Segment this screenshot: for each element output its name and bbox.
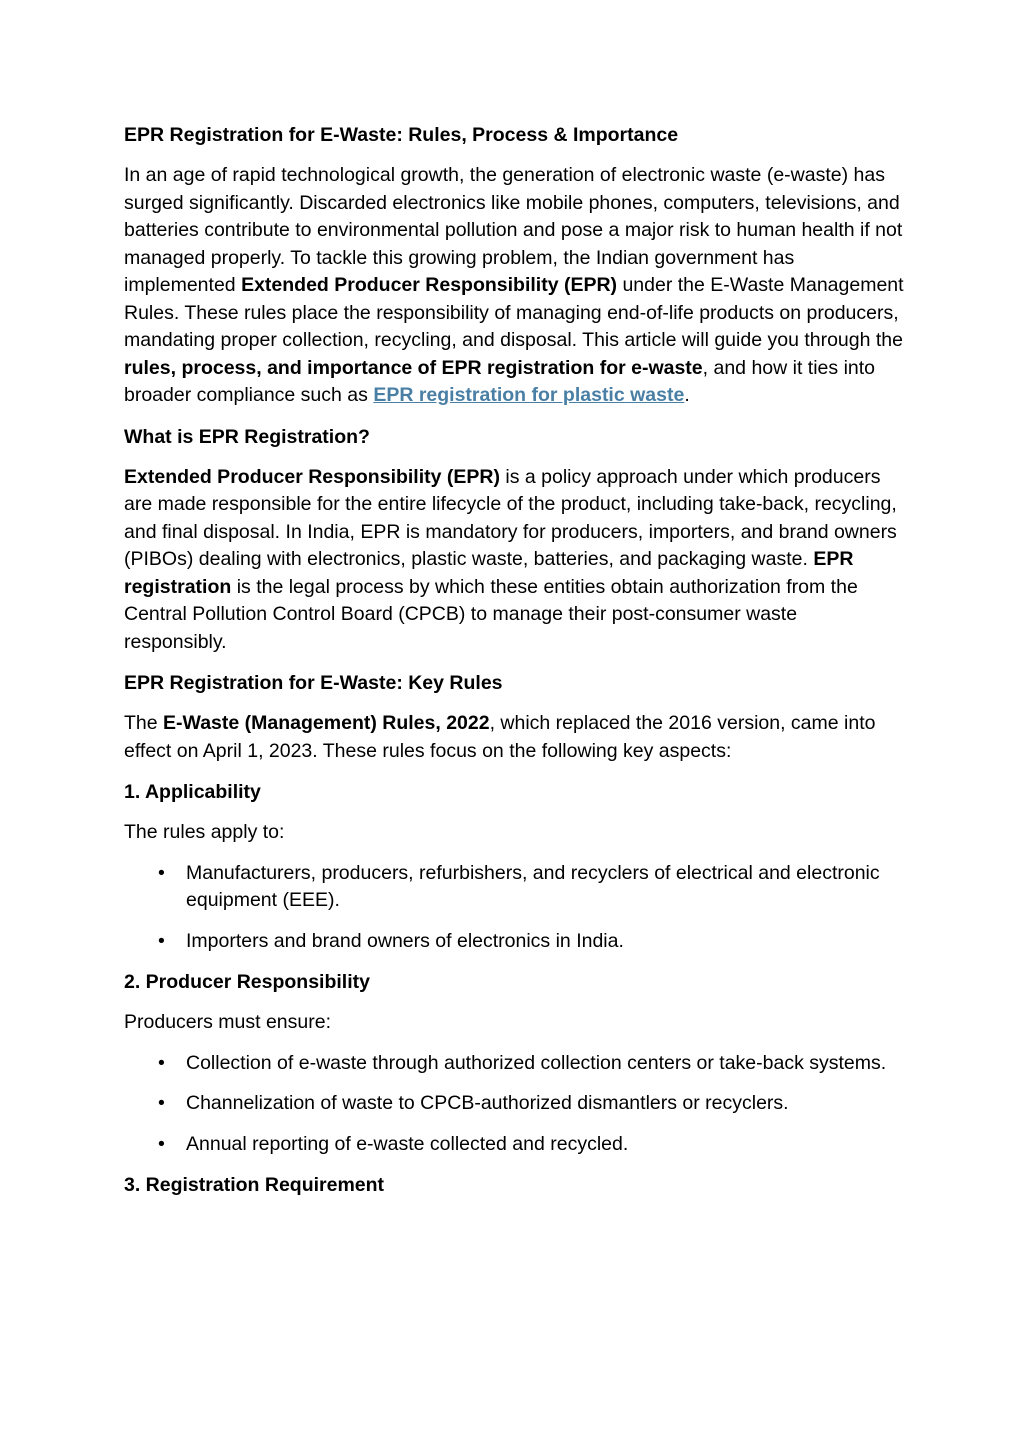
plastic-waste-link[interactable]: EPR registration for plastic waste [373, 384, 685, 406]
list-item: • Manufacturers, producers, refurbishers, and recyclers of electrical and electronic equipment (EEE). [158, 861, 880, 911]
rules-bold-act: E-Waste (Management) Rules, 2022 [163, 712, 490, 734]
rules-text-1: The [124, 712, 164, 734]
bullet-icon: • [158, 929, 165, 952]
document-title: EPR Registration for E-Waste: Rules, Process & Importance [124, 124, 679, 146]
intro-text-2: under the E-Waste Management Rules. These rules place the responsibility of managing end-of-life products on producers, mandating proper collection, recycling, and disposal. This article will guide you through the [124, 274, 904, 351]
applicability-heading: 1. Applicability [124, 781, 261, 803]
key-rules-paragraph [124, 710, 904, 765]
applicability-list [124, 860, 904, 956]
what-bold-registration: EPR registration [124, 548, 854, 598]
what-is-epr-heading: What is EPR Registration? [124, 425, 370, 448]
applicability-intro: The rules apply to: [124, 821, 285, 843]
what-bold-epr: Extended Producer Responsibility (EPR) [124, 465, 500, 488]
what-text-1: is a policy approach under which producers are made responsible for the entire lifecycle of the product, including take-back, recycling, and final disposal. In India, EPR is mandatory for producers, importers, and brand owners (PIBOs) dealing with electronics, plastic waste, batteries, and packaging waste. [124, 465, 897, 570]
key-rules-heading: EPR Registration for E-Waste: Key Rules [124, 672, 503, 694]
producer-list [124, 1050, 904, 1159]
bullet-icon: • [158, 861, 165, 884]
what-is-epr-paragraph [124, 464, 904, 657]
list-item: • Annual reporting of e-waste collected and recycled. [186, 1131, 904, 1159]
registration-requirement-heading: 3. Registration Requirement [124, 1174, 385, 1196]
what-text-2: is the legal process by which these entities obtain authorization from the Central Pollution Control Board (CPCB) to manage their post-consumer waste responsibly. [124, 575, 858, 653]
producer-responsibility-heading: 2. Producer Responsibility [124, 971, 370, 993]
intro-text-1: In an age of rapid technological growth, the generation of electronic waste (e-waste) has surged significantly. Discarded electronics like mobile phones, computers, televisions, and batteries contribute to environmental pollution and pose a major risk to human health if not managed properly. To tackle this growing problem, the Indian government has implemented [124, 164, 903, 296]
producer-intro: Producers must ensure: [124, 1011, 332, 1033]
bullet-icon: • [158, 1092, 165, 1114]
rules-text-2: , which replaced the 2016 version, came into effect on April 1, 2023. These rules focus on the following key aspects: [124, 712, 876, 762]
intro-bold-epr: Extended Producer Responsibility (EPR) [241, 274, 618, 296]
intro-bold-rules: rules, process, and importance of EPR registration for e-waste [124, 356, 703, 379]
list-item: • Collection of e-waste through authorized collection centers or take-back systems. [186, 1050, 904, 1078]
document-page [124, 121, 904, 1212]
list-item: • Channelization of waste to CPCB-authorized dismantlers or recyclers. [186, 1090, 904, 1118]
list-item: • Importers and brand owners of electronics in India. [186, 928, 904, 956]
bullet-icon: • [158, 1051, 165, 1074]
intro-paragraph [124, 162, 904, 410]
intro-text-3: , and how it ties into broader compliance such as [124, 356, 876, 406]
intro-text-4: . [684, 384, 690, 406]
bullet-icon: • [158, 1132, 165, 1155]
